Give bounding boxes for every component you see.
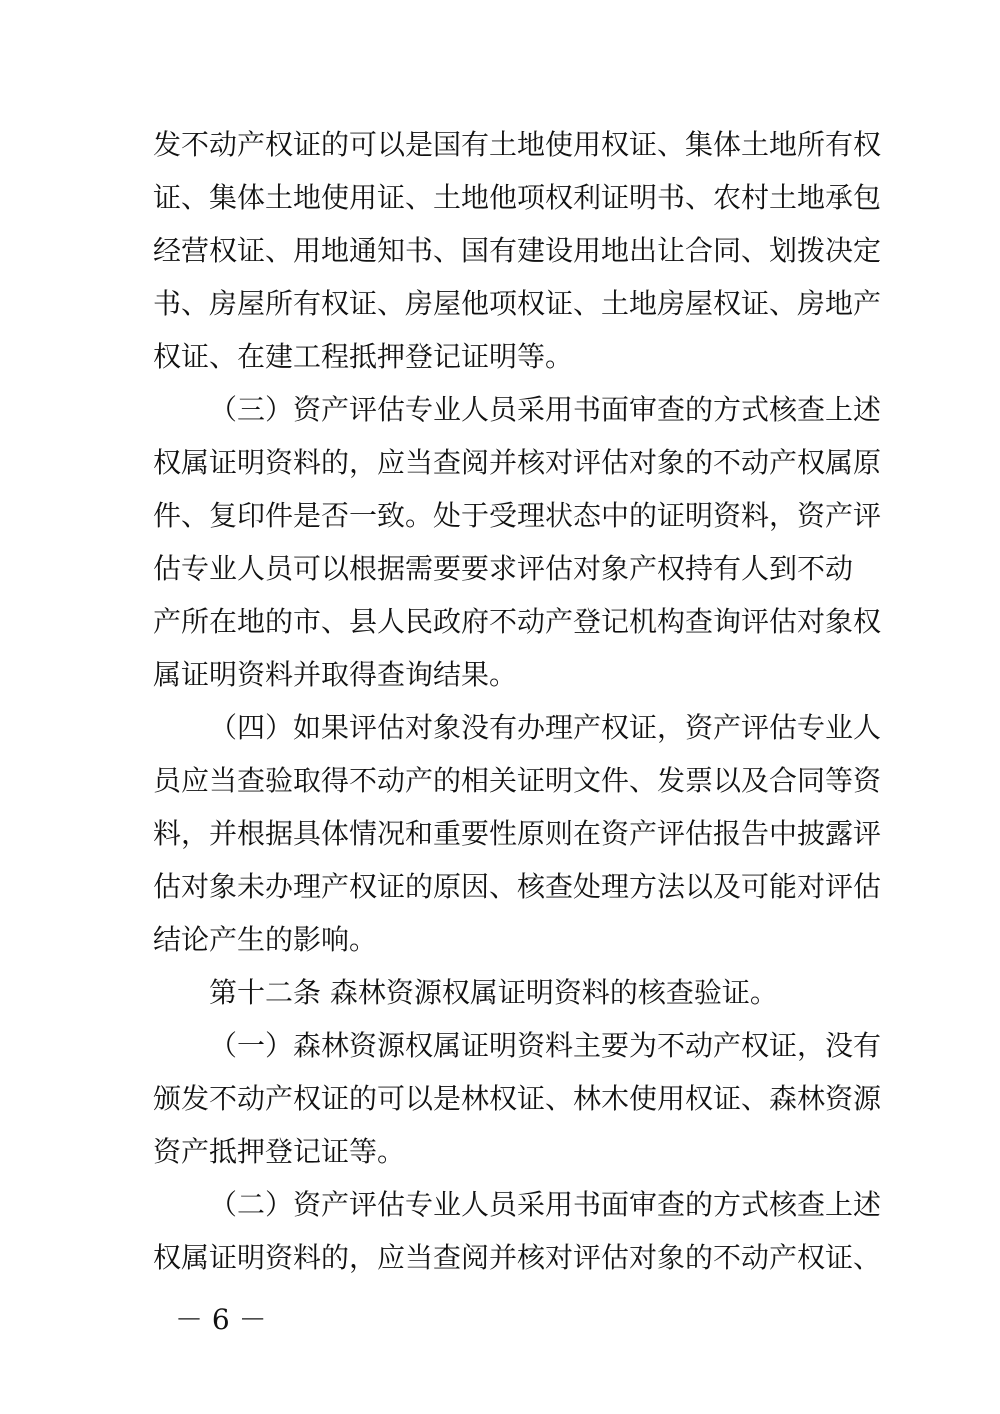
text-line: 件、复印件是否一致。处于受理状态中的证明资料，资产评 <box>153 499 882 532</box>
text-line: （四）如果评估对象没有办理产权证，资产评估专业人 <box>209 711 882 744</box>
text-line: 书、房屋所有权证、房屋他项权证、土地房屋权证、房地产 <box>153 287 882 320</box>
text-line: 发不动产权证的可以是国有土地使用权证、集体土地所有权 <box>153 128 882 161</box>
text-line: 权属证明资料的，应当查阅并核对评估对象的不动产权证、 <box>153 1241 882 1274</box>
page-number: － 6 － <box>175 1303 267 1336</box>
text-line: （二）资产评估专业人员采用书面审查的方式核查上述 <box>209 1188 882 1221</box>
article-heading: 第十二条 森林资源权属证明资料的核查验证。 <box>209 976 778 1009</box>
text-line: 估对象未办理产权证的原因、核查处理方法以及可能对评估 <box>153 870 882 903</box>
text-line: 结论产生的影响。 <box>153 923 378 956</box>
text-line: 估专业人员可以根据需要要求评估对象产权持有人到不动 <box>153 552 854 585</box>
text-line: 权证、在建工程抵押登记证明等。 <box>153 340 574 373</box>
text-line: （三）资产评估专业人员采用书面审查的方式核查上述 <box>209 393 882 426</box>
text-line: 权属证明资料的，应当查阅并核对评估对象的不动产权属原 <box>153 446 882 479</box>
text-line: 颁发不动产权证的可以是林权证、林木使用权证、森林资源 <box>153 1082 882 1115</box>
text-line: （一）森林资源权属证明资料主要为不动产权证，没有 <box>209 1029 882 1062</box>
text-line: 资产抵押登记证等。 <box>153 1135 406 1168</box>
text-line: 员应当查验取得不动产的相关证明文件、发票以及合同等资 <box>153 764 882 797</box>
text-line: 证、集体土地使用证、土地他项权利证明书、农村土地承包 <box>153 181 882 214</box>
text-line: 产所在地的市、县人民政府不动产登记机构查询评估对象权 <box>153 605 882 638</box>
text-line: 属证明资料并取得查询结果。 <box>153 658 518 691</box>
text-line: 经营权证、用地通知书、国有建设用地出让合同、划拨决定 <box>153 234 882 267</box>
text-line: 料，并根据具体情况和重要性原则在资产评估报告中披露评 <box>153 817 882 850</box>
